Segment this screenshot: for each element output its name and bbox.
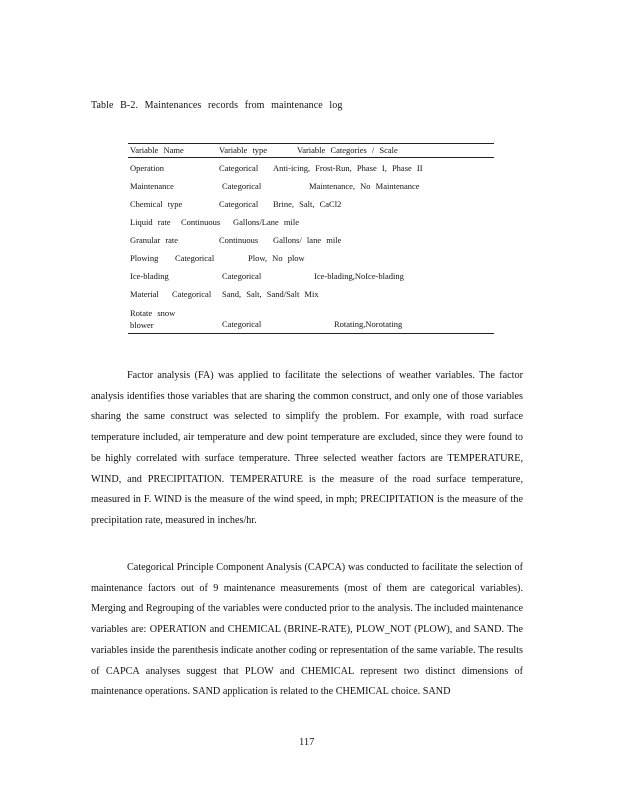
row-categories: Ice-blading,NoIce-blading bbox=[314, 271, 404, 281]
row-type: Continuous bbox=[219, 235, 259, 245]
page-number: 117 bbox=[299, 737, 315, 748]
row-categories: Gallons/ lane mile bbox=[273, 235, 342, 245]
row-name: Ice-blading bbox=[130, 271, 169, 281]
body-paragraph bbox=[91, 366, 523, 532]
row-type: Categorical bbox=[219, 199, 259, 209]
paragraph-capca: Categorical Principle Component Analysis (CAPCA) was conducted to facilitate the selection of maintenance factors out of 9 maintenance measurements (most of them are categorical variables). Merging and Regrouping of the variables were conducted prior to the analysis. The included maintenance variables are: OPERATION and CHEMICAL (BRINE-RATE), PLOW_NOT (PLOW), and SAND. The variables inside the parenthesis indicate another coding or representation of the same variable. The results of CAPCA analyses suggest that PLOW and CHEMICAL represent two distinct dimensions of maintenance operations. SAND application is related to the CHEMICAL choice. SAND bbox=[91, 562, 523, 698]
row-categories: Anti-icing, Frost-Run, Phase I, Phase II bbox=[273, 163, 423, 173]
row-categories: Gallons/Lane mile bbox=[233, 217, 300, 227]
header-variable-type: Variable type bbox=[219, 145, 268, 155]
row-type: Categorical bbox=[175, 253, 215, 263]
row-name: Operation bbox=[130, 163, 164, 173]
row-name: Liquid rate bbox=[130, 217, 171, 227]
row-type: Categorical bbox=[222, 319, 262, 329]
body-paragraph bbox=[91, 558, 523, 703]
row-name: Granular rate bbox=[130, 235, 179, 245]
table-header-rule bbox=[128, 157, 494, 158]
row-categories: Maintenance, No Maintenance bbox=[309, 181, 420, 191]
row-name: Maintenance bbox=[130, 181, 174, 191]
header-variable-categories: Variable Categories / Scale bbox=[297, 145, 398, 155]
row-name: Material bbox=[130, 289, 159, 299]
row-name: Rotate snow blower bbox=[130, 308, 176, 330]
header-variable-name: Variable Name bbox=[130, 145, 184, 155]
row-name: Chemical type bbox=[130, 199, 183, 209]
row-categories: Plow, No plow bbox=[248, 253, 305, 263]
row-type: Categorical bbox=[222, 181, 262, 191]
row-type: Categorical bbox=[222, 271, 262, 281]
table-top-rule bbox=[128, 143, 494, 144]
table-bottom-rule bbox=[128, 333, 494, 334]
row-type: Categorical bbox=[219, 163, 259, 173]
row-name: Plowing bbox=[130, 253, 159, 263]
table-caption: Table B-2. Maintenances records from maintenance log bbox=[91, 100, 343, 111]
row-categories: Rotating,Norotating bbox=[334, 319, 403, 329]
row-type: Continuous bbox=[181, 217, 221, 227]
row-categories: Brine, Salt, CaCl2 bbox=[273, 199, 342, 209]
row-type: Categorical bbox=[172, 289, 212, 299]
row-categories: Sand, Salt, Sand/Salt Mix bbox=[222, 289, 319, 299]
paragraph-factor-analysis: Factor analysis (FA) was applied to facilitate the selections of weather variables. The factor analysis identifies those variables that are sharing the common construct, and only one of those variables sharing the same construct was selected to simplify the problem. For example, with road surface temperature included, air temperature and dew point temperature are excluded, since they were found to be highly correlated with surface temperature. Three selected weather factors are TEMPERATURE, WIND, and PRECIPITATION. TEMPERATURE is the measure of the road surface temperature, measured in F. WIND is the measure of the wind speed, in mph; PRECIPITATION is the measure of the precipitation rate, measured in inches/hr. bbox=[91, 370, 523, 526]
